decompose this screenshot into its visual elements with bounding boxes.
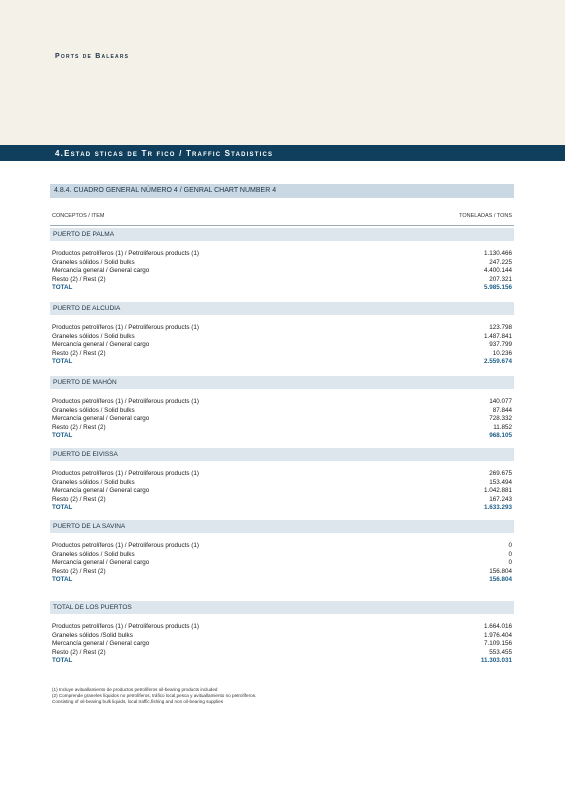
row-label: Graneles sólidos / Solid bulks — [52, 406, 135, 414]
table-row — [52, 496, 512, 504]
total-label: TOTAL — [52, 432, 73, 439]
table-row — [52, 267, 512, 275]
header-band — [0, 0, 565, 145]
total-row — [52, 504, 512, 512]
row-value: 87.844 — [492, 406, 512, 414]
row-value: 153.494 — [489, 478, 512, 486]
total-row — [52, 576, 512, 584]
row-label: Productos petrolíferos (1) / Petroliferous products (1) — [52, 623, 199, 630]
port-name: TOTAL DE LOS PUERTOS — [53, 604, 132, 611]
total-value: 2.559.674 — [483, 358, 512, 365]
row-label: Resto (2) / Rest (2) — [52, 567, 106, 575]
section-title: 4.Estad sticas de Tr fico / Traffic Stadistics — [55, 149, 274, 158]
port-header — [50, 302, 514, 315]
row-label: Productos petrolíferos (1) / Petroliferous products (1) — [52, 398, 199, 405]
row-label: Mercancía general / General cargo — [52, 267, 150, 274]
row-value: 0 — [508, 542, 512, 549]
row-value: 0 — [508, 550, 512, 558]
footnote: Consisting of oil-bearing bulk liquids, local traffic,fishing and non oil-bearing supplies — [52, 699, 224, 704]
row-value: 123.798 — [489, 324, 512, 331]
total-label: TOTAL — [52, 358, 73, 365]
row-value: 167.243 — [489, 495, 512, 503]
total-label: TOTAL — [52, 576, 73, 583]
total-value: 5.985.156 — [483, 284, 512, 291]
port-header — [50, 376, 514, 389]
table-title: 4.8.4. CUADRO GENERAL NÚMERO 4 / GENRAL CHART NUMBER 4 — [54, 187, 277, 194]
row-value: 4.400.144 — [483, 267, 512, 274]
table-row — [52, 333, 512, 341]
row-label: Resto (2) / Rest (2) — [52, 648, 106, 656]
table-row — [52, 350, 512, 358]
row-value: 1.130.466 — [483, 250, 512, 257]
total-value: 11.303.031 — [480, 657, 512, 664]
total-label: TOTAL — [52, 284, 73, 291]
table-row — [52, 250, 512, 258]
row-value: 1.042.881 — [483, 487, 512, 494]
row-value: 0 — [508, 559, 512, 566]
total-row — [52, 358, 512, 366]
row-value: 1.487.841 — [483, 332, 512, 340]
port-header — [50, 448, 514, 461]
total-row — [52, 657, 512, 665]
total-value: 156.804 — [489, 576, 512, 583]
footnote: (2) Comprende graneles líquidos no petrolíferos, tráfico local,pesca y avituallamiento no petrolíferos. — [52, 693, 257, 698]
total-row — [52, 432, 512, 440]
row-value: 10.236 — [492, 349, 512, 357]
table-row — [52, 324, 512, 332]
row-value: 140.077 — [489, 398, 512, 405]
table-row — [52, 487, 512, 495]
total-label: TOTAL — [52, 657, 73, 664]
footnotes — [52, 687, 512, 705]
table-row — [52, 542, 512, 550]
column-header-tons: TONELADAS / TONS — [459, 213, 512, 219]
row-label: Resto (2) / Rest (2) — [52, 423, 106, 431]
row-value: 156.804 — [489, 567, 512, 575]
table-row — [52, 559, 512, 567]
table-row — [52, 640, 512, 648]
row-value: 1.664.016 — [483, 623, 512, 630]
table-row — [52, 341, 512, 349]
header-divider — [50, 225, 514, 226]
table-row — [52, 276, 512, 284]
table-row — [52, 398, 512, 406]
table-row — [52, 415, 512, 423]
table-row — [52, 479, 512, 487]
row-label: Graneles sólidos / Solid bulks — [52, 550, 135, 558]
row-label: Productos petrolíferos (1) / Petroliferous products (1) — [52, 324, 199, 331]
row-label: Mercancía general / General cargo — [52, 640, 150, 647]
brand-title: Ports de Balears — [55, 53, 130, 60]
row-label: Graneles sólidos / Solid bulks — [52, 258, 135, 266]
row-label: Mercancía general / General cargo — [52, 487, 150, 494]
table-row — [52, 623, 512, 631]
port-name: PUERTO DE LA SAVINA — [53, 523, 126, 530]
table-row — [52, 649, 512, 657]
row-value: 937.799 — [489, 341, 512, 348]
table-row — [52, 470, 512, 478]
row-value: 247.225 — [489, 258, 512, 266]
row-label: Resto (2) / Rest (2) — [52, 349, 106, 357]
port-header — [50, 520, 514, 533]
port-header — [50, 228, 514, 241]
table-row — [52, 551, 512, 559]
port-name: PUERTO DE EIVISSA — [53, 451, 118, 458]
total-value: 968.105 — [489, 432, 512, 439]
port-header — [50, 601, 514, 614]
column-header-concept: CONCEPTOS / ITEM — [52, 213, 105, 219]
row-value: 553.455 — [489, 648, 512, 656]
row-label: Graneles sólidos / Solid bulks — [52, 478, 135, 486]
row-value: 7.109.156 — [483, 640, 512, 647]
row-label: Productos petrolíferos (1) / Petroliferous products (1) — [52, 250, 199, 257]
row-label: Mercancía general / General cargo — [52, 415, 150, 422]
table-row — [52, 259, 512, 267]
total-label: TOTAL — [52, 504, 73, 511]
row-label: Resto (2) / Rest (2) — [52, 275, 106, 283]
port-name: PUERTO DE ALCUDIA — [53, 305, 121, 312]
row-value: 207.321 — [489, 275, 512, 283]
port-name: PUERTO DE PALMA — [53, 231, 115, 238]
row-label: Graneles sólidos / Solid bulks — [52, 332, 135, 340]
row-value: 1.976.404 — [483, 631, 512, 639]
row-label: Mercancía general / General cargo — [52, 341, 150, 348]
footnote: (1) Incluye avituallamiento de productos petrolíferos oil-bearing products included — [52, 687, 218, 692]
total-row — [52, 284, 512, 292]
row-value: 11.852 — [493, 423, 512, 431]
table-row — [52, 632, 512, 640]
row-label: Productos petrolíferos (1) / Petroliferous products (1) — [52, 470, 199, 477]
port-name: PUERTO DE MAHÓN — [53, 379, 117, 386]
row-value: 728.332 — [489, 415, 512, 422]
row-label: Productos petrolíferos (1) / Petroliferous products (1) — [52, 542, 199, 549]
row-value: 269.675 — [489, 470, 512, 477]
row-label: Graneles sólidos /Solid bulks — [52, 631, 133, 639]
total-value: 1.633.293 — [483, 504, 512, 511]
row-label: Resto (2) / Rest (2) — [52, 495, 106, 503]
row-label: Mercancía general / General cargo — [52, 559, 150, 566]
table-row — [52, 568, 512, 576]
table-row — [52, 407, 512, 415]
table-row — [52, 424, 512, 432]
